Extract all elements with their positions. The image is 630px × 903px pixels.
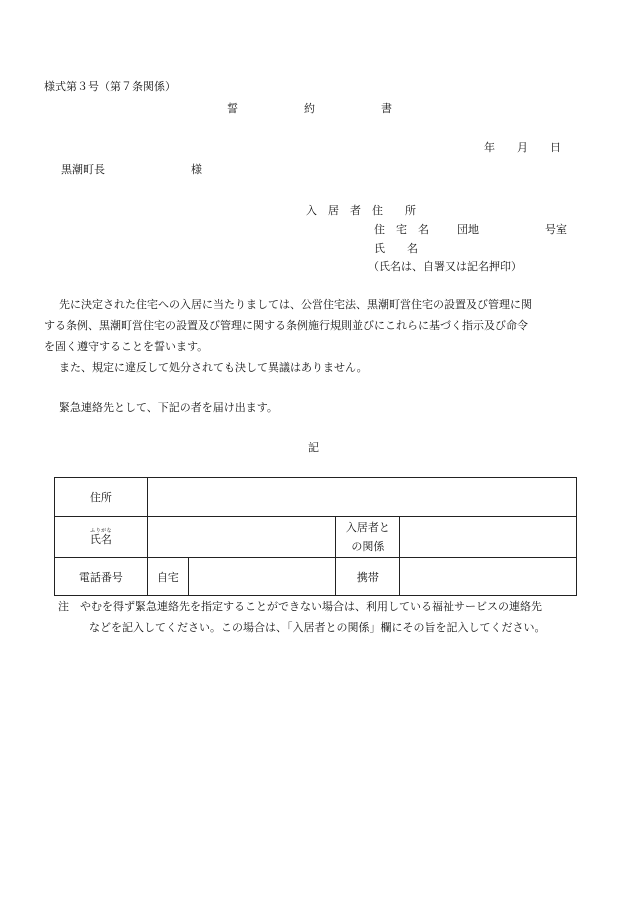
applicant-name-label: 氏 名 xyxy=(374,242,418,255)
emergency-contact-table xyxy=(54,477,577,596)
addressee-name: 黒潮町長 xyxy=(61,163,105,176)
footnote-line-1: 注 やむを得ず緊急連絡先を指定することができない場合は、利用している福祉サービスの連絡先 xyxy=(58,600,542,613)
pledge-paragraph xyxy=(44,294,589,378)
address-input-cell[interactable] xyxy=(147,478,576,517)
relation-label-line-1: 入居者と xyxy=(345,521,390,534)
footnote-line-2: などを記入してください。この場合は、「入居者との関係」欄にその旨を記入してください。 xyxy=(89,621,546,634)
room-label: 号室 xyxy=(545,223,567,236)
form-number: 様式第３号（第７条関係） xyxy=(44,80,176,93)
pledge-line-3: を固く遵守することを誓います。 xyxy=(44,340,209,353)
name-input-cell[interactable] xyxy=(147,517,336,558)
home-phone-input-cell[interactable] xyxy=(188,558,336,596)
name-label-cell xyxy=(55,517,148,558)
home-label-cell: 自宅 xyxy=(147,558,188,596)
mobile-label-cell: 携帯 xyxy=(336,558,400,596)
addressee-suffix: 様 xyxy=(191,163,202,176)
table-row-phone xyxy=(55,558,577,596)
phone-label-cell: 電話番号 xyxy=(55,558,148,596)
relation-input-cell[interactable] xyxy=(400,517,577,558)
relation-label-line-2: の関係 xyxy=(351,540,385,553)
name-furigana: ふりがな xyxy=(89,527,112,534)
no-objection-line: また、規定に違反して処分されても決して異議はありません。 xyxy=(59,361,368,374)
mobile-phone-input-cell[interactable] xyxy=(400,558,577,596)
signature-note: （氏名は、自署又は記名押印） xyxy=(368,260,522,273)
date-line: 年 月 日 xyxy=(484,141,561,154)
document-title: 誓 約 書 xyxy=(227,102,392,115)
applicant-address-label: 入 居 者 住 所 xyxy=(306,204,416,217)
pledge-line-2: する条例、黒潮町営住宅の設置及び管理に関する条例施行規則並びにこれらに基づく指示及び命令 xyxy=(44,319,528,332)
footnote xyxy=(58,596,588,638)
table-row-name xyxy=(55,517,577,558)
danchi-label: 団地 xyxy=(457,223,479,236)
name-label: 氏名 xyxy=(89,532,112,546)
relation-label-cell xyxy=(336,517,400,558)
table-row-address xyxy=(55,478,577,517)
housing-name-label: 住 宅 名 xyxy=(374,223,429,236)
address-label-cell: 住所 xyxy=(55,478,148,517)
pledge-line-1: 先に決定された住宅への入居に当たりましては、公営住宅法、黒潮町営住宅の設置及び管理に関 xyxy=(59,298,532,311)
emergency-contact-statement: 緊急連絡先として、下記の者を届け出ます。 xyxy=(59,401,278,414)
ki-heading: 記 xyxy=(308,441,319,454)
